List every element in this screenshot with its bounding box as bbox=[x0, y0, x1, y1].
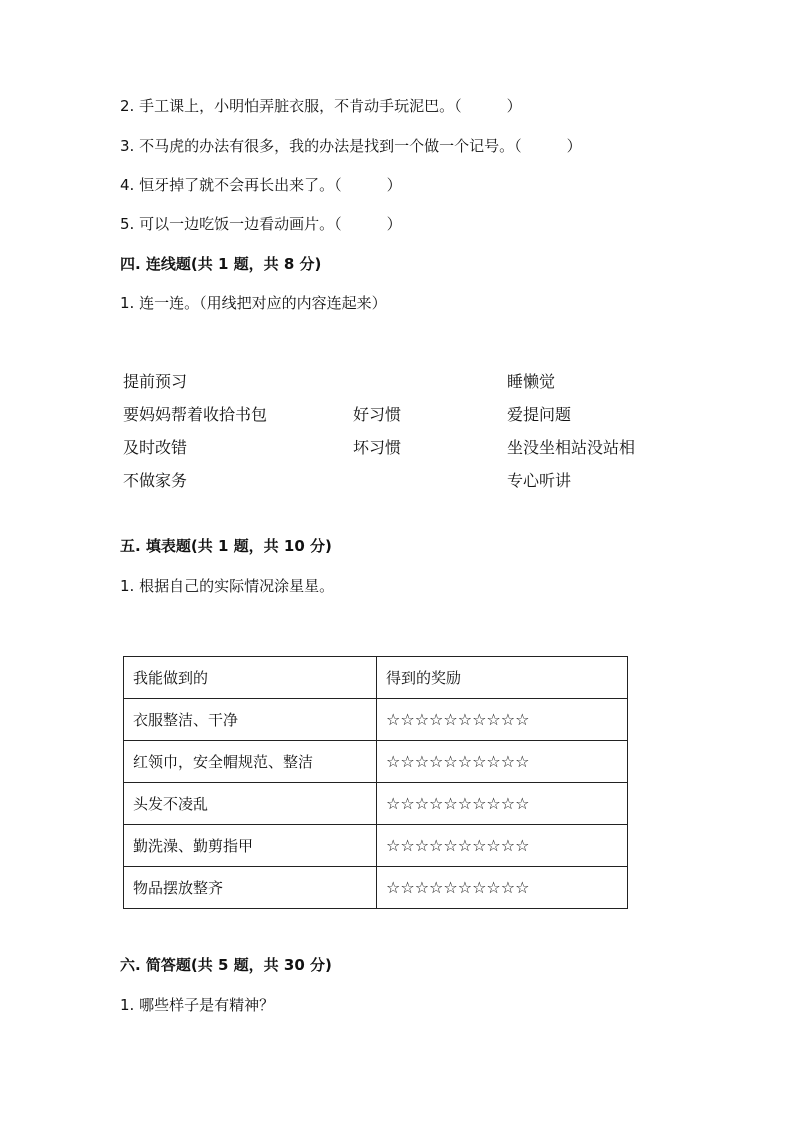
table-row bbox=[124, 699, 628, 741]
star-rating-cell[interactable]: ☆☆☆☆☆☆☆☆☆☆ bbox=[377, 825, 628, 867]
section-5-heading: 五. 填表题(共 1 题，共 10 分) bbox=[120, 537, 332, 555]
right-item[interactable]: 爱提问题 bbox=[507, 405, 572, 424]
behavior-cell: 红领巾，安全帽规范、整洁 bbox=[124, 741, 377, 783]
star-rating-cell[interactable]: ☆☆☆☆☆☆☆☆☆☆ bbox=[377, 741, 628, 783]
table-row bbox=[124, 825, 628, 867]
star-rating-cell[interactable]: ☆☆☆☆☆☆☆☆☆☆ bbox=[377, 699, 628, 741]
table-row bbox=[124, 783, 628, 825]
middle-item[interactable]: 好习惯 bbox=[353, 405, 402, 424]
section-6-heading: 六. 简答题(共 5 题，共 30 分) bbox=[120, 956, 332, 974]
star-rating-cell[interactable]: ☆☆☆☆☆☆☆☆☆☆ bbox=[377, 867, 628, 909]
right-item[interactable]: 坐没坐相站没站相 bbox=[507, 438, 636, 457]
right-item[interactable]: 睡懒觉 bbox=[507, 372, 556, 391]
judgement-item-2: 2. 手工课上，小明怕弄脏衣服，不肯动手玩泥巴。（ ） bbox=[120, 97, 522, 115]
table-header-row bbox=[124, 657, 628, 699]
behavior-cell: 勤洗澡、勤剪指甲 bbox=[124, 825, 377, 867]
table-row bbox=[124, 867, 628, 909]
star-rating-cell[interactable]: ☆☆☆☆☆☆☆☆☆☆ bbox=[377, 783, 628, 825]
table-header-cell: 得到的奖励 bbox=[377, 657, 628, 699]
middle-item[interactable]: 坏习惯 bbox=[353, 438, 402, 457]
judgement-item-3: 3. 不马虎的办法有很多，我的办法是找到一个做一个记号。（ ） bbox=[120, 137, 582, 155]
right-item[interactable]: 专心听讲 bbox=[507, 471, 572, 490]
judgement-item-4: 4. 恒牙掉了就不会再长出来了。（ ） bbox=[120, 176, 402, 194]
left-item[interactable]: 提前预习 bbox=[123, 372, 188, 391]
section-4-heading: 四. 连线题(共 1 题，共 8 分) bbox=[120, 255, 322, 273]
section-6-question: 1. 哪些样子是有精神？ bbox=[120, 996, 275, 1014]
behavior-cell: 物品摆放整齐 bbox=[124, 867, 377, 909]
section-4-question: 1. 连一连。（用线把对应的内容连起来） bbox=[120, 294, 387, 312]
table-row bbox=[124, 741, 628, 783]
left-item[interactable]: 要妈妈帮着收拾书包 bbox=[123, 405, 268, 424]
judgement-item-5: 5. 可以一边吃饭一边看动画片。（ ） bbox=[120, 215, 402, 233]
star-table bbox=[123, 656, 628, 909]
behavior-cell: 衣服整洁、干净 bbox=[124, 699, 377, 741]
left-item[interactable]: 不做家务 bbox=[123, 471, 188, 490]
table-header-cell: 我能做到的 bbox=[124, 657, 377, 699]
section-5-question: 1. 根据自己的实际情况涂星星。 bbox=[120, 577, 335, 595]
left-item[interactable]: 及时改错 bbox=[123, 438, 188, 457]
behavior-cell: 头发不凌乱 bbox=[124, 783, 377, 825]
